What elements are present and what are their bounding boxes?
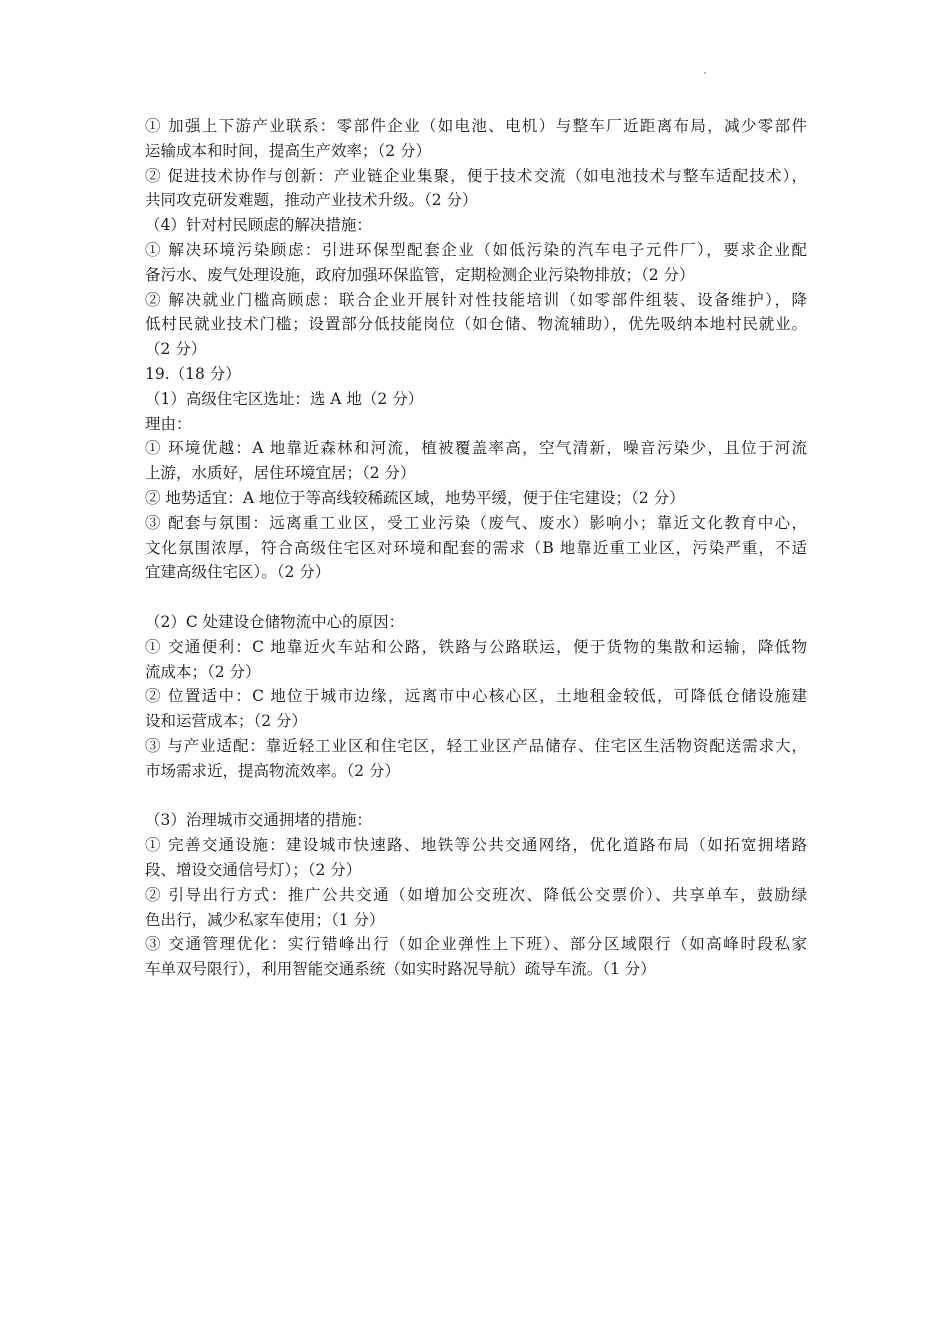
answer-item bbox=[145, 213, 807, 238]
answer-item bbox=[145, 387, 807, 412]
answer-item bbox=[145, 833, 807, 883]
answer-item bbox=[145, 486, 807, 511]
text-line: 流成本；（2 分） bbox=[145, 662, 261, 681]
text-line: 备污水、废气处理设施，政府加强环保监管，定期检测企业污染物排放；（2 分） bbox=[145, 265, 695, 284]
text-line: ① 完善交通设施：建设城市快速路、地铁等公共交通网络，优化道路布局（如拓宽拥堵路 bbox=[145, 836, 807, 855]
section-gap bbox=[145, 585, 807, 610]
text-line: ③ 交通管理优化：实行错峰出行（如企业弹性上下班）、部分区域限行（如高峰时段私家 bbox=[145, 935, 807, 954]
text-line: 运输成本和时间，提高生产效率；（2 分） bbox=[145, 141, 432, 160]
answer-item bbox=[145, 238, 807, 288]
section-gap bbox=[145, 784, 807, 809]
answer-item bbox=[145, 164, 807, 214]
answer-document bbox=[145, 114, 807, 982]
text-line: 理由： bbox=[145, 414, 192, 433]
text-line: （2 分） bbox=[145, 340, 207, 359]
answer-item bbox=[145, 412, 807, 437]
answer-item bbox=[145, 932, 807, 982]
text-line: ② 引导出行方式：推广公共交通（如增加公交班次、降低公交票价）、共享单车，鼓励绿 bbox=[145, 885, 807, 904]
text-line: ① 解决环境污染顾虑：引进环保型配套企业（如低污染的汽车电子元件厂），要求企业配 bbox=[145, 240, 807, 259]
answer-item bbox=[145, 734, 807, 784]
text-line: ② 位置适中：C 地位于城市边缘，远离市中心核心区，土地租金较低，可降低仓储设施建 bbox=[145, 687, 807, 706]
text-line: 19.（18 分） bbox=[145, 364, 241, 383]
text-line: 市场需求近，提高物流效率。（2 分） bbox=[145, 761, 401, 780]
answer-item bbox=[145, 362, 807, 387]
answer-item bbox=[145, 288, 807, 362]
text-line: 低村民就业技术门槛；设置部分低技能岗位（如仓储、物流辅助），优先吸纳本地村民就业。 bbox=[145, 315, 807, 334]
text-line: （1）高级住宅区选址：选 A 地（2 分） bbox=[145, 389, 424, 408]
text-line: ② 促进技术协作与创新：产业链企业集聚，便于技术交流（如电池技术与整车适配技术）， bbox=[145, 166, 807, 185]
text-line: ② 地势适宜：A 地位于等高线较稀疏区域，地势平缓，便于住宅建设；（2 分） bbox=[145, 488, 685, 507]
text-line: 设和运营成本；（2 分） bbox=[145, 712, 308, 731]
answer-item bbox=[145, 511, 807, 585]
text-line: 段、增设交通信号灯）；（2 分） bbox=[145, 860, 362, 879]
answer-section bbox=[145, 808, 807, 982]
text-line: ② 解决就业门槛高顾虑：联合企业开展针对性技能培训（如零部件组装、设备维护），降 bbox=[145, 290, 807, 309]
text-line: ① 加强上下游产业联系：零部件企业（如电池、电机）与整车厂近距离布局，减少零部件 bbox=[145, 117, 807, 135]
text-line: 文化氛围浓厚，符合高级住宅区对环境和配套的需求（B 地靠近重工业区，污染严重，不适 bbox=[145, 538, 807, 557]
text-line: ① 交通便利：C 地靠近火车站和公路，铁路与公路联运，便于货物的集散和运输，降低物 bbox=[145, 637, 807, 656]
text-line: ① 环境优越：A 地靠近森林和河流，植被覆盖率高，空气清新，噪音污染少，且位于河流 bbox=[145, 439, 807, 458]
answer-item bbox=[145, 808, 807, 833]
text-line: ③ 与产业适配：靠近轻工业区和住宅区，轻工业区产品储存、住宅区生活物资配送需求大， bbox=[145, 736, 807, 755]
text-line: （2）C 处建设仓储物流中心的原因： bbox=[145, 612, 405, 631]
page-dot-mark bbox=[704, 72, 706, 74]
answer-item bbox=[145, 114, 807, 164]
text-line: （4）针对村民顾虑的解决措施： bbox=[145, 216, 372, 235]
text-line: （3）治理城市交通拥堵的措施： bbox=[145, 811, 372, 830]
answer-item bbox=[145, 610, 807, 635]
text-line: 车单双号限行），利用智能交通系统（如实时路况导航）疏导车流。（1 分） bbox=[145, 960, 656, 979]
text-line: 色出行，减少私家车使用；（1 分） bbox=[145, 910, 385, 929]
text-line: ③ 配套与氛围：远离重工业区，受工业污染（废气、废水）影响小；靠近文化教育中心， bbox=[145, 513, 807, 532]
text-line: 上游，水质好，居住环境宜居；（2 分） bbox=[145, 464, 416, 483]
answer-item bbox=[145, 436, 807, 486]
answer-item bbox=[145, 883, 807, 933]
answer-section bbox=[145, 610, 807, 784]
answer-item bbox=[145, 635, 807, 685]
text-line: 共同攻克研发难题，推动产业技术升级。（2 分） bbox=[145, 191, 478, 210]
answer-item bbox=[145, 684, 807, 734]
text-line: 宜建高级住宅区）。（2 分） bbox=[145, 563, 331, 582]
answer-section bbox=[145, 114, 807, 585]
